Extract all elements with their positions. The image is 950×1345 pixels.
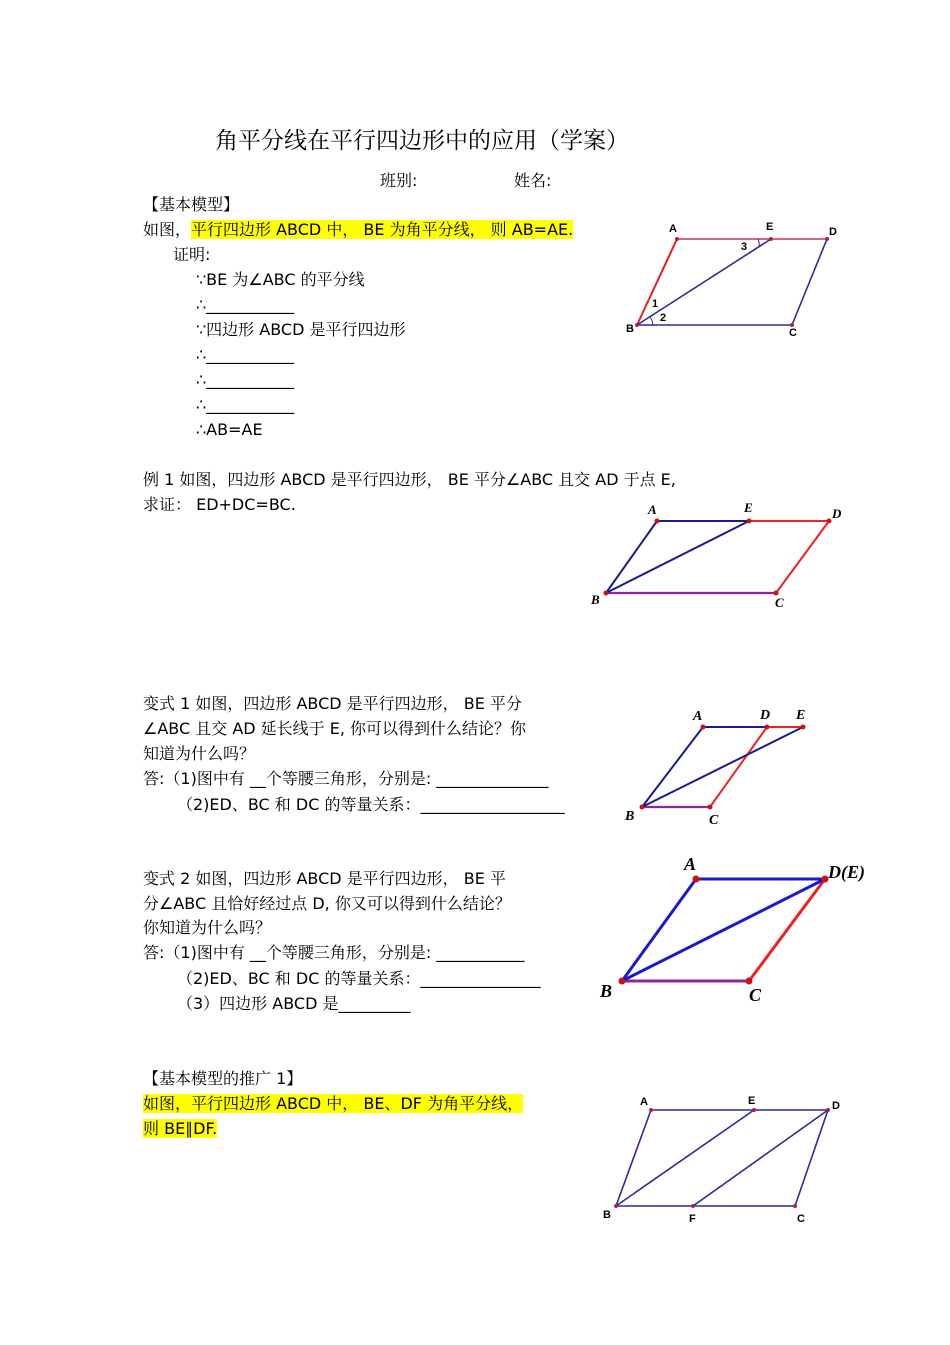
extension1-figure <box>595 1090 855 1230</box>
angle-arc <box>650 317 653 325</box>
name-label: 姓名: <box>514 171 552 190</box>
label-e: E <box>796 708 806 723</box>
segment-be <box>616 1110 754 1206</box>
segment-ab <box>616 1110 651 1206</box>
segment-ab <box>606 521 657 593</box>
proof-line: ∴AB=AE <box>196 420 263 439</box>
page-title: 角平分线在平行四边形中的应用（学案） <box>215 128 629 154</box>
label-e: E <box>748 1095 756 1107</box>
variation2-answer3: （3）四边形 ABCD 是_________ <box>177 994 411 1013</box>
angle-arc <box>758 239 759 247</box>
segment-dc <box>749 879 825 981</box>
extension1-line1: 如图，平行四边形 ABCD 中， BE、DF 为角平分线， <box>143 1094 524 1113</box>
example1-line2: 求证： ED+DC=BC. <box>143 495 296 514</box>
variation2-line1: 变式 2 如图，四边形 ABCD 是平行四边形， BE 平 <box>143 869 506 888</box>
segment-dc <box>776 521 829 593</box>
segment-be <box>606 521 749 593</box>
segment-be <box>642 727 803 807</box>
example1-line1: 例 1 如图，四边形 ABCD 是平行四边形， BE 平分∠ABC 且交 AD 于点 E, <box>143 470 676 489</box>
label-angle-1: 1 <box>652 298 659 310</box>
variation2-answer1: 答:（1)图中有 __个等腰三角形，分别是: ___________ <box>143 943 525 962</box>
segment-dc <box>792 239 827 325</box>
label-a: A <box>640 1096 648 1108</box>
variation2-line2: 分∠ABC 且恰好经过点 D, 你又可以得到什么结论？ <box>143 894 511 913</box>
label-d-e: D(E) <box>828 862 865 882</box>
segment-ab <box>642 727 703 807</box>
label-angle-2: 2 <box>660 312 667 324</box>
label-d: D <box>760 708 771 723</box>
label-a: A <box>693 709 703 724</box>
proof-line: ∴___________ <box>196 395 295 414</box>
label-e: E <box>744 500 753 515</box>
segment-ab <box>622 879 696 981</box>
label-f: F <box>689 1213 696 1225</box>
proof-line: ∵BE 为∠ABC 的平分线 <box>196 270 365 289</box>
label-b: B <box>603 1209 611 1221</box>
label-a: A <box>648 502 657 517</box>
label-b: B <box>625 809 635 824</box>
label-d: D <box>829 226 837 238</box>
extension1-heading: 【基本模型的推广 1】 <box>143 1069 303 1088</box>
label-c: C <box>797 1213 805 1225</box>
label-c: C <box>775 595 784 610</box>
variation1-figure <box>615 700 825 835</box>
basic-statement-line <box>143 220 573 240</box>
example1-figure <box>580 500 860 615</box>
class-label: 班别: <box>380 171 418 190</box>
proof-line: ∴___________ <box>196 295 295 314</box>
label-d: D <box>832 506 842 521</box>
basic-model-figure <box>620 215 850 345</box>
label-b: B <box>626 323 634 335</box>
label-b: B <box>591 592 600 607</box>
variation2-figure <box>595 850 885 1010</box>
basic-heading: 【基本模型】 <box>143 195 240 214</box>
segment-dc <box>795 1110 828 1206</box>
segment-dc <box>710 727 767 807</box>
variation1-line3: 知道为什么吗？ <box>143 744 256 763</box>
extension1-line2: 则 BE∥DF. <box>143 1119 218 1138</box>
label-d: D <box>832 1100 840 1112</box>
label-b: B <box>600 981 613 1001</box>
proof-line: ∴___________ <box>196 345 295 364</box>
proof-label: 证明: <box>173 245 211 264</box>
proof-line: ∴___________ <box>196 370 295 389</box>
label-angle-3: 3 <box>741 241 748 253</box>
label-e: E <box>766 221 774 233</box>
variation1-line1: 变式 1 如图，四边形 ABCD 是平行四边形， BE 平分 <box>143 694 522 713</box>
variation2-line3: 你知道为什么吗？ <box>143 918 272 937</box>
variation1-answer2: （2)ED、BC 和 DC 的等量关系：__________________ <box>177 795 565 814</box>
segment-fd <box>693 1110 828 1206</box>
variation1-answer1: 答:（1)图中有 __个等腰三角形，分别是: ______________ <box>143 769 549 788</box>
label-c: C <box>789 327 797 339</box>
label-c: C <box>749 985 762 1005</box>
variation1-line2: ∠ABC 且交 AD 延长线于 E, 你可以得到什么结论？你 <box>143 719 527 738</box>
proof-line: ∵四边形 ABCD 是平行四边形 <box>196 320 406 339</box>
label-c: C <box>709 813 719 828</box>
basic-statement: 平行四边形 ABCD 中， BE 为角平分线， 则 AB=AE. <box>191 220 574 239</box>
segment-bd <box>622 879 825 981</box>
variation2-answer2: （2)ED、BC 和 DC 的等量关系：_______________ <box>177 969 541 988</box>
label-a: A <box>684 854 697 874</box>
label-a: A <box>669 223 677 235</box>
basic-lead: 如图， <box>143 220 192 239</box>
